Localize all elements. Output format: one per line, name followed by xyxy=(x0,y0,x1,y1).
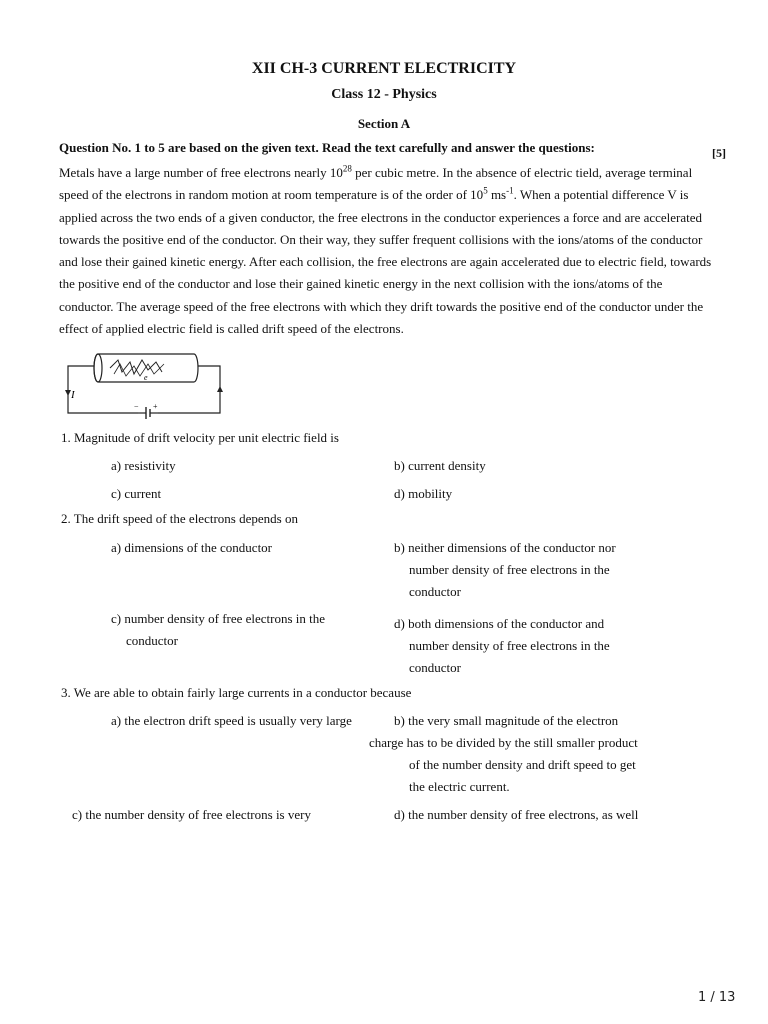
q3-option-b-line4: the electric current. xyxy=(409,779,510,794)
q2-option-b-line3: conductor xyxy=(409,584,461,599)
q1-option-b: b) current density xyxy=(394,458,486,473)
question-1: 1. Magnitude of drift velocity per unit electric field is xyxy=(61,430,339,445)
q3-option-b-line3: of the number density and drift speed to get xyxy=(409,757,636,772)
q2-option-a: a) dimensions of the conductor xyxy=(111,540,273,555)
q3-option-d-line1: d) the number density of free electrons, as well xyxy=(394,807,639,822)
current-label: I xyxy=(71,389,75,401)
plus-sign: + xyxy=(153,402,158,411)
q3-option-a: a) the electron drift speed is usually very large xyxy=(111,713,352,728)
q2-option-b-line1: b) neither dimensions of the conductor nor xyxy=(394,540,616,555)
q2-option-c-line2: conductor xyxy=(126,633,178,648)
q2-option-c-line1: c) number density of free electrons in the xyxy=(111,611,326,626)
minus-sign: − xyxy=(134,402,139,411)
q2-option-d-line2: number density of free electrons in the xyxy=(409,638,610,653)
instructions-text: Question No. 1 to 5 are based on the given text. Read the text carefully and answer the questions: xyxy=(59,140,595,155)
q3-option-c-line1: c) the number density of free electrons is very xyxy=(72,807,311,822)
q1-option-a: a) resistivity xyxy=(111,458,176,473)
q3-option-b-line1: b) the very small magnitude of the electron xyxy=(394,713,619,728)
q1-option-d: d) mobility xyxy=(394,486,453,501)
q3-option-b-line2: charge has to be divided by the still smaller product xyxy=(369,735,638,750)
drift-circuit-figure xyxy=(62,350,232,420)
q2-option-d-line3: conductor xyxy=(409,660,461,675)
passage-paragraph: Metals have a large number of free electrons nearly $10^{28}$ per cubic metre. In the absence of electric tield, average terminal speed of the electrons in random motion at room temperature is of the order of $10^5$ $ms^{-1}$. When a potential difference V is applied across the two ends of a given conductor, the free electrons in the conductor experiences a force and are accelerated towards the positive end of the conductor. On their way, they suffer frequent collisions with the ions/atoms of the conductor and lose their gained kinetic energy. After each collision, the free electrons are again accelerated due to electric field, towards the positive end of the conductor and lose their gained kinetic energy in the next collision with the ions/atoms of the conductor. The average speed of the free electrons with which they drift towards the positive end of the conductor under the effect of applied electric field is called drift speed of the electrons. xyxy=(59,163,712,337)
page-number: 1 / 13 xyxy=(698,990,736,1005)
q2-option-d-line1: d) both dimensions of the conductor and xyxy=(394,616,605,631)
electron-label: e xyxy=(144,373,148,382)
current-arrow-up-icon xyxy=(217,386,223,392)
question-2: 2. The drift speed of the electrons depends on xyxy=(61,511,298,526)
q2-option-b-line2: number density of free electrons in the xyxy=(409,562,610,577)
question-3: 3. We are able to obtain fairly large currents in a conductor because xyxy=(61,685,412,700)
q1-option-c: c) current xyxy=(111,486,162,501)
document-title: XII CH-3 CURRENT ELECTRICITY xyxy=(251,60,517,77)
section-heading: Section A xyxy=(357,116,411,131)
document-subtitle: Class 12 - Physics xyxy=(331,87,437,102)
marks-label: [5] xyxy=(712,146,726,160)
